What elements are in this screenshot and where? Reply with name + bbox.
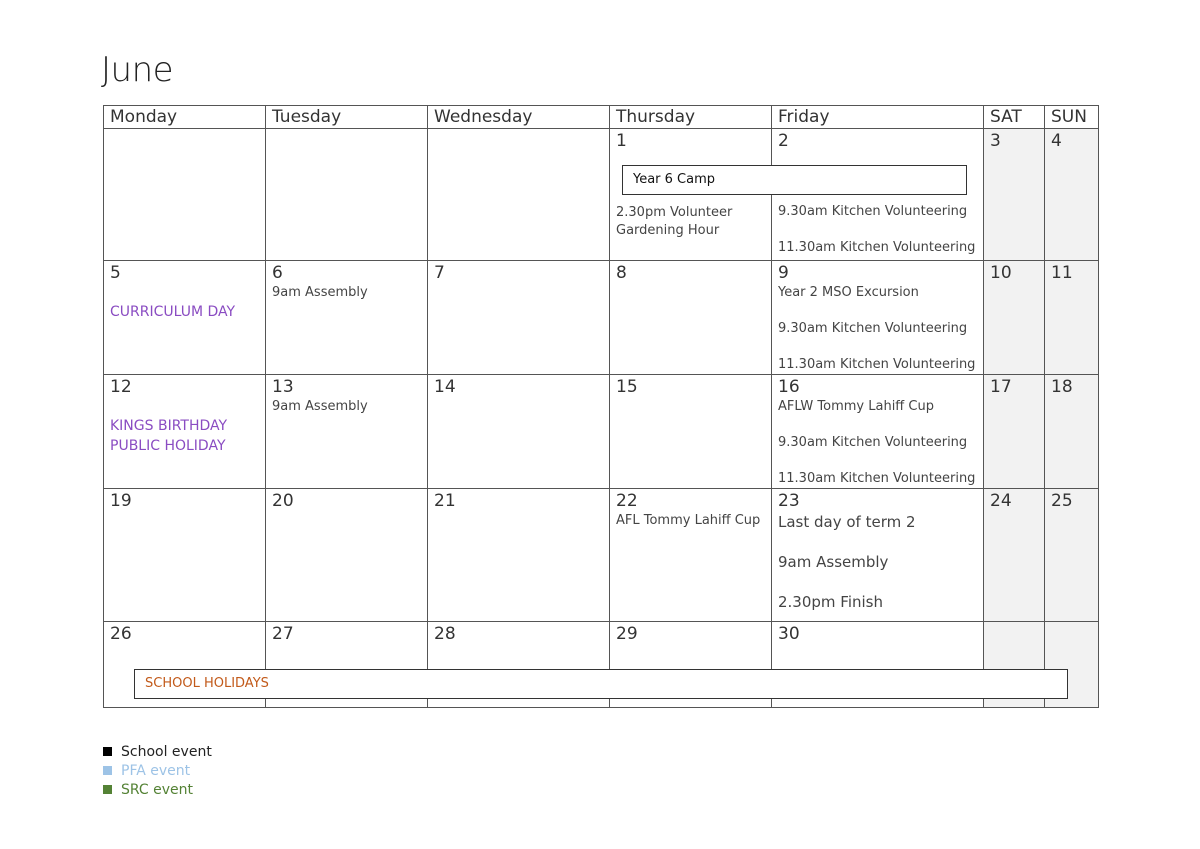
day-cell[interactable] <box>104 261 266 375</box>
special-day-label: PUBLIC HOLIDAY <box>110 438 226 454</box>
day-cell[interactable] <box>266 261 428 375</box>
event: 11.30am Kitchen Volunteering <box>778 357 976 372</box>
day-number: 2 <box>778 131 789 151</box>
event: Last day of term 2 <box>778 513 916 531</box>
special-day-label: KINGS BIRTHDAY <box>110 418 228 434</box>
day-number: 5 <box>110 263 121 283</box>
header-friday: Friday <box>772 106 984 129</box>
header-thursday: Thursday <box>610 106 772 129</box>
event: AFLW Tommy Lahiff Cup <box>778 399 934 414</box>
day-cell[interactable] <box>104 375 266 489</box>
header-sunday: SUN <box>1045 106 1099 129</box>
special-day-label: CURRICULUM DAY <box>110 304 236 320</box>
legend-label: School event <box>121 743 212 760</box>
event: 2.30pm Volunteer <box>616 205 733 220</box>
day-cell[interactable] <box>266 489 428 622</box>
day-number: 18 <box>1051 377 1073 397</box>
day-number: 23 <box>778 491 800 511</box>
legend-item-pfa <box>103 761 212 780</box>
day-cell-weekend[interactable] <box>1045 261 1099 375</box>
day-number: 11 <box>1051 263 1073 283</box>
event: 9am Assembly <box>272 399 368 414</box>
day-number: 24 <box>990 491 1012 511</box>
event: 9am Assembly <box>778 553 889 571</box>
year6-camp-banner[interactable]: Year 6 Camp <box>622 165 967 195</box>
day-cell-weekend[interactable] <box>984 489 1045 622</box>
legend <box>103 742 212 799</box>
day-cell-weekend[interactable] <box>984 375 1045 489</box>
day-number: 29 <box>616 624 638 644</box>
day-cell[interactable] <box>266 129 428 261</box>
day-cell-weekend[interactable] <box>1045 489 1099 622</box>
day-cell[interactable] <box>428 375 610 489</box>
event: 11.30am Kitchen Volunteering <box>778 240 976 255</box>
day-number: 6 <box>272 263 283 283</box>
legend-label: SRC event <box>121 781 194 798</box>
legend-item-school <box>103 742 212 761</box>
weekday-header-row <box>104 106 1099 129</box>
day-cell-weekend[interactable] <box>1045 129 1099 261</box>
legend-item-src <box>103 780 212 799</box>
day-number: 17 <box>990 377 1012 397</box>
event: Gardening Hour <box>616 223 720 238</box>
swatch-pfa-icon <box>103 766 112 775</box>
event: 9.30am Kitchen Volunteering <box>778 321 968 336</box>
day-number: 25 <box>1051 491 1073 511</box>
header-saturday: SAT <box>984 106 1045 129</box>
day-number: 1 <box>616 131 627 151</box>
header-wednesday: Wednesday <box>428 106 610 129</box>
swatch-src-icon <box>103 785 112 794</box>
day-number: 21 <box>434 491 456 511</box>
day-number: 3 <box>990 131 1001 151</box>
day-number: 4 <box>1051 131 1062 151</box>
day-cell[interactable] <box>772 489 984 622</box>
day-number: 16 <box>778 377 800 397</box>
event: 2.30pm Finish <box>778 593 883 611</box>
day-number: 13 <box>272 377 294 397</box>
legend-label: PFA event <box>121 762 191 779</box>
day-number: 20 <box>272 491 294 511</box>
page-title: June <box>101 50 174 90</box>
day-cell[interactable] <box>772 261 984 375</box>
event: 9.30am Kitchen Volunteering <box>778 204 968 219</box>
day-number: 14 <box>434 377 456 397</box>
week-row <box>104 375 1099 489</box>
week-row <box>104 489 1099 622</box>
day-cell[interactable] <box>104 129 266 261</box>
calendar-grid <box>103 105 1099 708</box>
day-number: 19 <box>110 491 132 511</box>
day-cell[interactable] <box>610 261 772 375</box>
day-cell[interactable] <box>104 489 266 622</box>
day-cell[interactable] <box>266 375 428 489</box>
school-holidays-banner[interactable]: SCHOOL HOLIDAYS <box>134 669 1068 699</box>
day-cell[interactable] <box>610 489 772 622</box>
swatch-school-icon <box>103 747 112 756</box>
header-monday: Monday <box>104 106 266 129</box>
day-number: 30 <box>778 624 800 644</box>
day-cell[interactable] <box>772 375 984 489</box>
day-number: 26 <box>110 624 132 644</box>
day-number: 12 <box>110 377 132 397</box>
day-cell-weekend[interactable] <box>1045 375 1099 489</box>
event: AFL Tommy Lahiff Cup <box>616 513 761 528</box>
day-number: 27 <box>272 624 294 644</box>
day-number: 22 <box>616 491 638 511</box>
day-cell-weekend[interactable] <box>984 129 1045 261</box>
day-number: 10 <box>990 263 1012 283</box>
day-number: 28 <box>434 624 456 644</box>
day-cell[interactable] <box>428 261 610 375</box>
event: 11.30am Kitchen Volunteering <box>778 471 976 486</box>
day-cell[interactable] <box>428 129 610 261</box>
day-number: 15 <box>616 377 638 397</box>
day-cell-weekend[interactable] <box>984 261 1045 375</box>
day-number: 9 <box>778 263 789 283</box>
week-row <box>104 261 1099 375</box>
event: Year 2 MSO Excursion <box>778 285 919 300</box>
day-cell[interactable] <box>428 489 610 622</box>
event: 9.30am Kitchen Volunteering <box>778 435 968 450</box>
event: 9am Assembly <box>272 285 368 300</box>
day-cell[interactable] <box>610 375 772 489</box>
day-number: 8 <box>616 263 627 283</box>
day-number: 7 <box>434 263 445 283</box>
header-tuesday: Tuesday <box>266 106 428 129</box>
